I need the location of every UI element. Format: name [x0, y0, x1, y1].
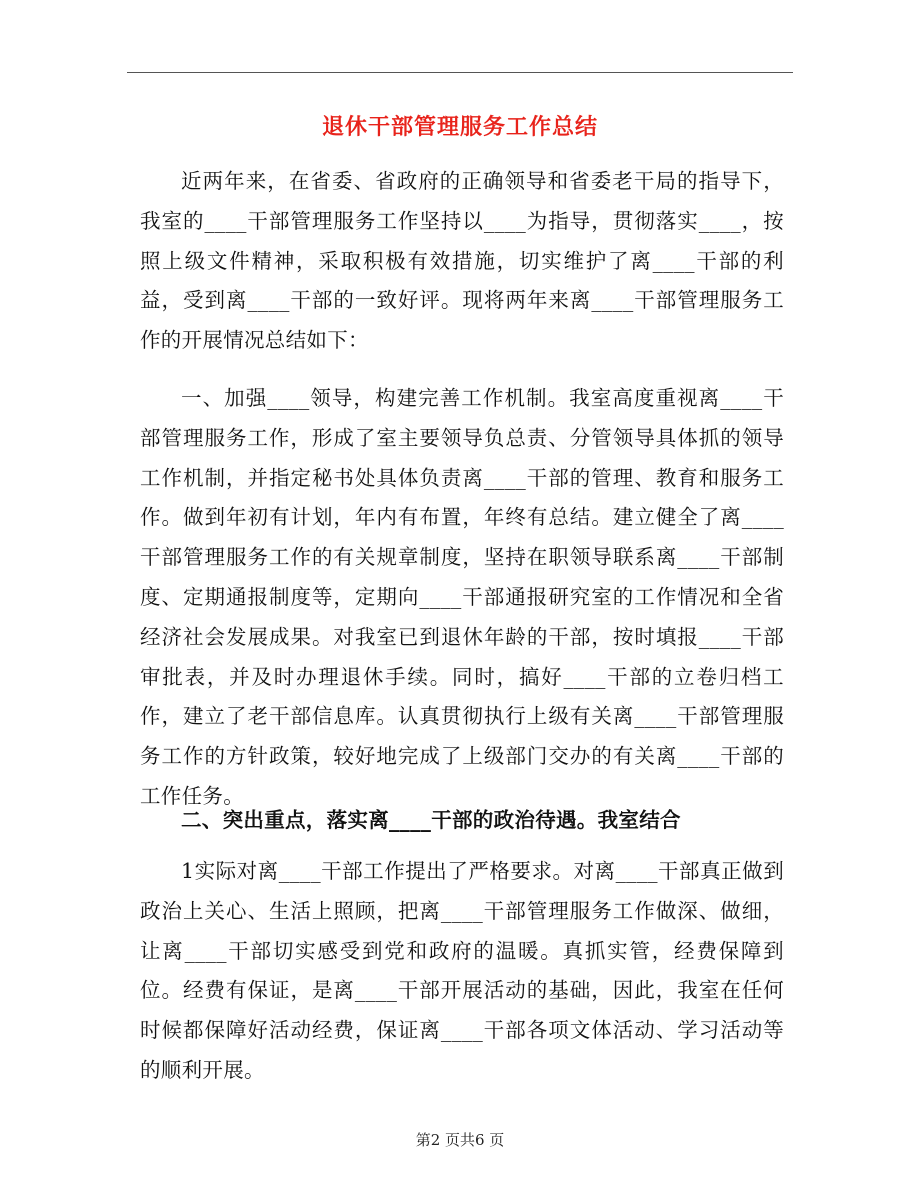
document-title: 退休干部管理服务工作总结	[321, 114, 598, 140]
paragraph-intro: 近两年来，在省委、省政府的正确领导和省委老干局的指导下，我室的____干部管理服务工作坚持以____为指导，贯彻落实____，按照上级文件精神，采取积极有效措施，切实维护了离____干部的利益，受到离____干部的一致好评。现将两年来离____干部管理服务工作的开展情况总结如下：	[140, 169, 784, 353]
header-rule	[127, 72, 793, 73]
paragraph-section-two-body: 1实际对离____干部工作提出了严格要求。对离____干部真正做到政治上关心、生活上照顾，把离____干部管理服务工作做深、做细，让离____干部切实感受到党和政府的温暖。真抓实管，经费保障到位。经费有保证，是离____干部开展活动的基础，因此，我室在任何时候都保障好活动经费，保证离____干部各项文体活动、学习活动等的顺利开展。	[140, 859, 784, 1082]
section-two-heading: 二、突出重点，落实离____干部的政治待遇。我室结合	[181, 808, 681, 832]
paragraph-section-one: 一、加强____领导，构建完善工作机制。我室高度重视离____干部管理服务工作，形成了室主要领导负总责、分管领导具体抓的领导工作机制，并指定秘书处具体负责离____干部的管理、教育和服务工作。做到年初有计划，年内有布置，年终有总结。建立健全了离____干部管理服务工作的有关规章制度，坚持在职领导联系离____干部制度、定期通报制度等，定期向____干部通报研究室的工作情况和全省经济社会发展成果。对我室已到退休年龄的干部，按时填报____干部审批表，并及时办理退休手续。同时，搞好____干部的立卷归档工作，建立了老干部信息库。认真贯彻执行上级有关离____干部管理服务工作的方针政策，较好地完成了上级部门交办的有关离____干部的工作任务。	[140, 386, 784, 808]
page-number: 第2 页共6 页	[415, 1131, 505, 1149]
